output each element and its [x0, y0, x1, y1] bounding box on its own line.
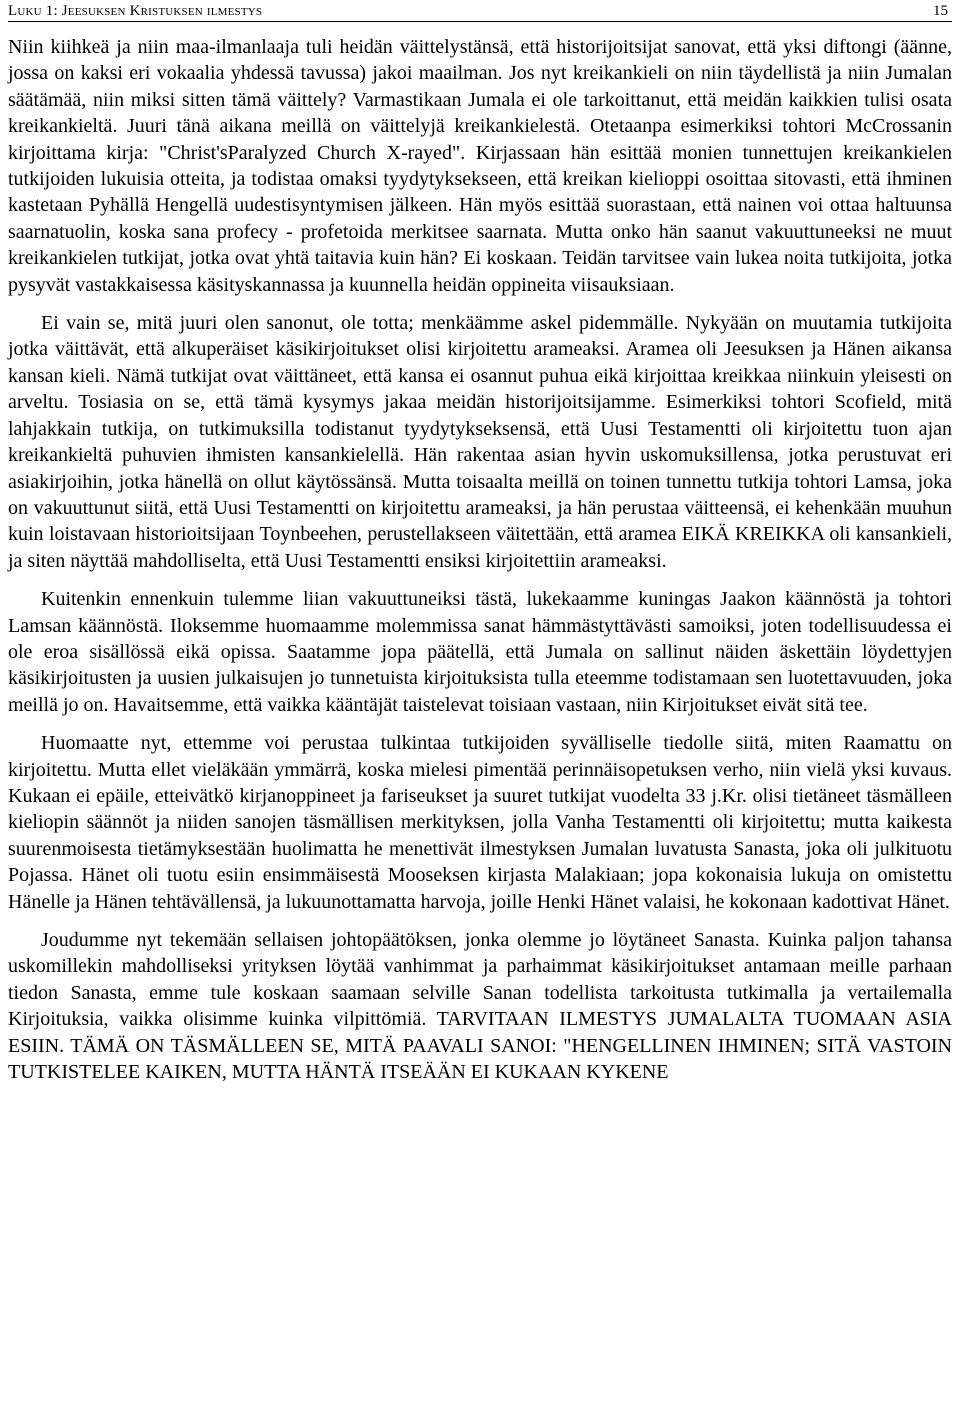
paragraph-4: Huomaatte nyt, ettemme voi perustaa tulkintaa tutkijoiden syvälliselle tiedolle siitä, miten Raamattu on kirjoitettu. Mutta ellet vieläkään ymmärrä, koska mielesi pimentää perinnäisopetuksen verho, niin vielä yksi kuvaus. Kukaan ei epäile, etteivätkö kirjanoppineet ja fariseukset ja suuret tutkijat vuodelta 33 j.Kr. olisi tietäneet täsmälleen kieliopin säännöt ja niiden sanojen täsmällisen merkityksen, jolla Vanha Testamentti oli kirjoitettu; mutta kaikesta suurenmoisesta tietämyksestään huolimatta he menettivät ilmestyksen Jumalan luvatusta Sanasta, joka oli julkituotu Pojassa. Hänet oli tuotu esiin ensimmäisestä Mooseksen kirjasta Malakiaan; jopa kokonaisia lukuja on omistettu Hänelle ja Hänen tehtävällensä, ja lukuunottamatta harvoja, joille Henki Hänet valaisi, he kokonaan kadottivat Hänet.: [8, 732, 952, 913]
chapter-title: Luku 1: Jeesuksen Kristuksen ilmestys: [8, 3, 263, 19]
paragraph-2: Ei vain se, mitä juuri olen sanonut, ole totta; menkäämme askel pidemmälle. Nykyään on muutamia tutkijoita jotka väittävät, että alkuperäiset käsikirjoitukset olisi kirjoitettu arameaksi. Aramea oli Jeesuksen ja Hänen aikansa kansan kieli. Nämä tutkijat ovat väittäneet, että kansa ei osannut puhua eikä kirjoittaa kreikkaa niinkuin yleisesti on arveltu. Tosiasia on se, että tämä kysymys jakaa meidän historijoitsijamme. Esimerkiksi tohtori Scofield, mitä lahjakkain tutkija, on tutkimuksilla todistanut tyydytykseksensä, että Uusi Testamentti oli kirjoitettu tuon ajan kreikankieltä puhuvien ihmisten kansankielellä. Hän rakentaa asian hyvin uskomuksillensa, jotka perustuvat eri asiakirjoihin, jotka hänellä on ollut käytössänsä. Mutta toisaalta meillä on toinen tunnettu tutkija tohtori Lamsa, joka on vakuuttunut siitä, että Uusi Testamentti on kirjoitettu arameaksi, ja hän perustaa väitteensä, ei kehenkään muuhun kuin loistavaan historioitsijaan Toynbeehen, perustellakseen väitettään, että aramea EIKÄ KREIKKA oli kansankieli, ja siten näyttää mahdolliselta, että Uusi Testamentti ensiksi kirjoitettiin arameaksi.: [8, 312, 952, 572]
page-number: 15: [933, 3, 948, 19]
body-text: [8, 34, 952, 1085]
paragraph-5: Joudumme nyt tekemään sellaisen johtopäätöksen, jonka olemme jo löytäneet Sanasta. Kuinka paljon tahansa uskomillekin mahdolliseksi yrityksen löytää vanhimmat ja parhaimmat käsikirjoitukset antamaan meille parhaan tiedon Sanasta, emme tule koskaan saamaan selville Sanan todellista tarkoitusta tutkimalla ja vertailemalla Kirjoituksia, vaikka olisimme kuinka vilpittömiä. TARVITAAN ILMESTYS JUMALALTA TUOMAAN ASIA ESIIN. TÄMÄ ON TÄSMÄLLEEN SE, MITÄ PAAVALI SANOI: "HENGELLINEN IHMINEN; SITÄ VASTOIN TUTKISTELEE KAIKEN, MUTTA HÄNTÄ ITSEÄÄN EI KUKAAN KYKENE: [8, 929, 952, 1084]
paragraph-1: Niin kiihkeä ja niin maa-ilmanlaaja tuli heidän väittelystänsä, että historijoitsijat sanovat, että yksi diftongi (äänne, jossa on kaksi eri vokaalia yhdessä tavussa) jakoi maailman. Jos nyt kreikankieli on niin täydellistä ja niin Jumalan säätämää, niin miksi sitten tämä väittely? Varmastikaan Jumala ei ole tarkoittanut, että meidän kaikkien tulisi osata kreikankieltä. Juuri tänä aikana meillä on väittelyjä kreikankielestä. Otetaanpa esimerkiksi tohtori McCrossanin kirjoittama kirja: "Christ'sParalyzed Church X-rayed". Kirjassaan hän esittää monien tunnettujen kreikankielen tutkijoiden lukuisia otteita, ja todistaa omaksi tyydytyksekseen, että kreikan kielioppi osoittaa sitovasti, että ihminen kastetaan Pyhällä Hengellä uudestisyntymisen jälkeen. Hän myös esittää suorastaan, että nainen voi ottaa haltuunsa saarnatuolin, koska sana profecy - profetoida merkitsee saarnata. Mutta onko hän saanut vakuuttuneeksi ne muut kreikankielen tutkijat, jotka ovat yhtä taitavia kuin hän? Ei koskaan. Teidän tarvitsee vain lukea noita tutkijoita, jotka pysyvät vastakkaisessa käsityskannassa ja kuunnella heidän oppineita viisauksiaan.: [8, 36, 952, 296]
running-header: [8, 0, 952, 22]
document-page: [8, 0, 952, 1097]
paragraph-3: Kuitenkin ennenkuin tulemme liian vakuuttuneiksi tästä, lukekaamme kuningas Jaakon käännöstä ja tohtori Lamsan käännöstä. Iloksemme huomaamme molemmissa sanat hämmästyttävästi samoiksi, joten todellisuudessa ei ole eroa sisällössä eikä opissa. Saatamme jopa päätellä, että Jumala on sallinut näiden äskettäin löydettyjen käsikirjoitusten ja uusien julkaisujen jo tunnetuista kirjoituksista tulla eteemme todistamaan sen luotettavuuden, joka meillä jo on. Havaitsemme, että vaikka kääntäjät taistelevat toisiaan vastaan, niin Kirjoitukset eivät sitä tee.: [8, 588, 952, 716]
